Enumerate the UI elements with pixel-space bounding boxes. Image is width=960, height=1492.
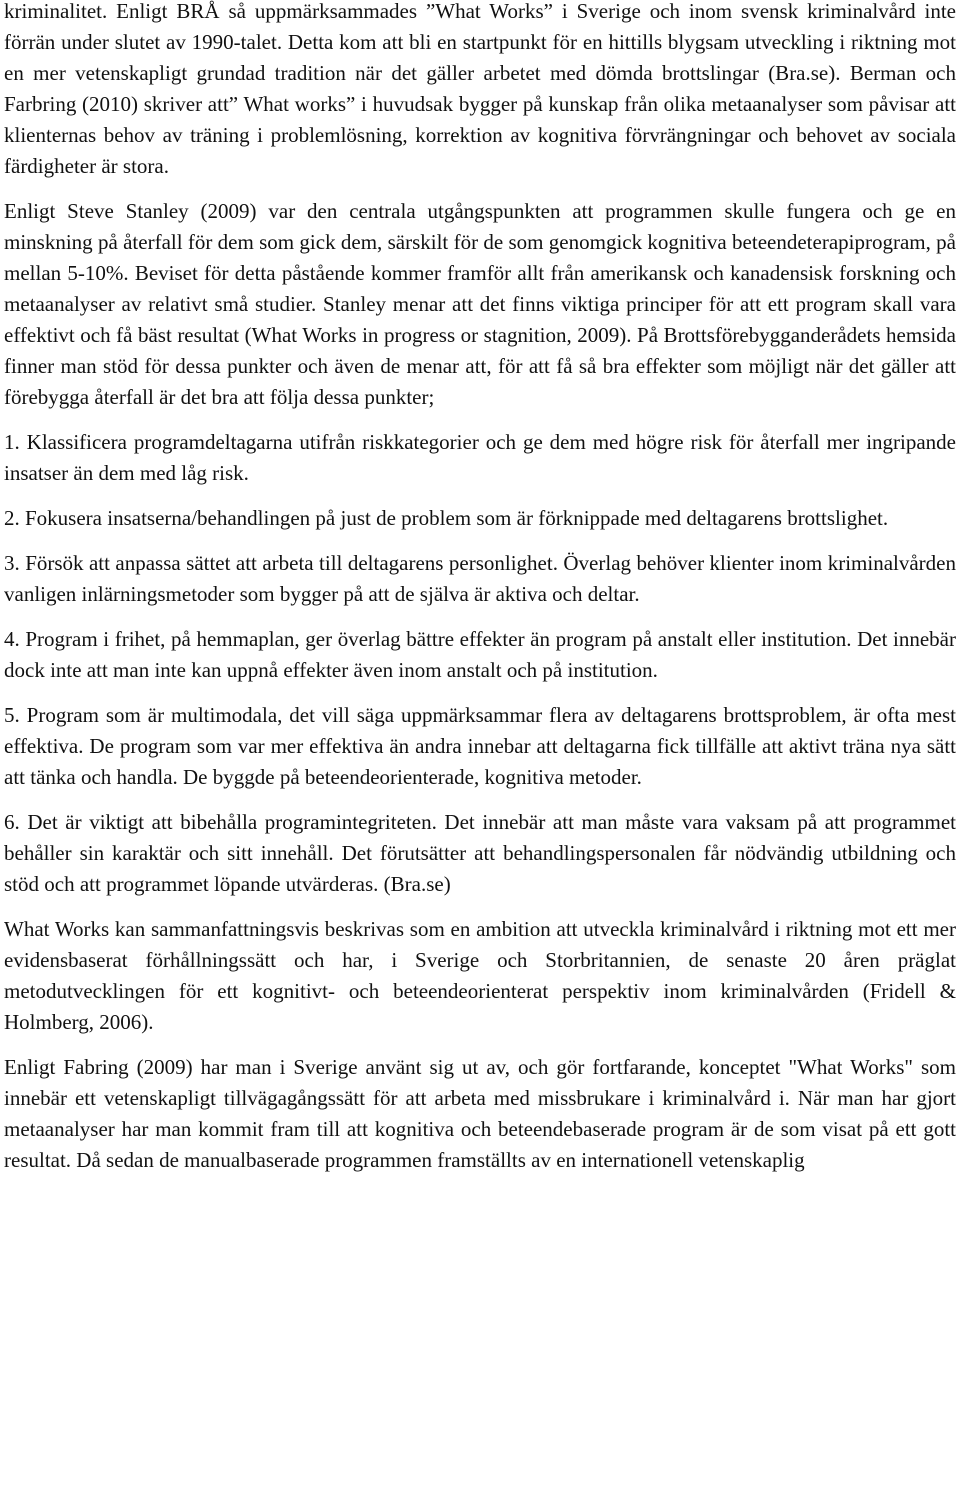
list-item-2: 2. Fokusera insatserna/behandlingen på just de problem som är förknippade med deltagarens brottslighet. — [4, 506, 889, 530]
paragraph-intro: kriminalitet. Enligt BRÅ så uppmärksammades ”What Works” i Sverige och inom svensk kriminalvård inte förrän under slutet av 1990-talet. Detta kom att bli en startpunkt för en hittills blygsam utveckling i riktning mot en mer vetenskapligt grundad tradition när det gäller arbetet med dömda brottslingar (Bra.se). Berman och Farbring (2010) skriver att” What works” i huvudsak bygger på kunskap från olika metaanalyser som påvisar att klienternas behov av träning i problemlösning, korrektion av kognitiva förvrängningar och behovet av sociala färdigheter är stora. — [4, 0, 956, 178]
paragraph-fabring: Enligt Fabring (2009) har man i Sverige använt sig ut av, och gör fortfarande, konceptet "What Works" som innebär ett vetenskapligt tillvägagångssätt för att arbeta med missbrukare i kriminalvård i. När man har gjort metaanalyser har man kommit fram till att kognitiva och beteendebaserade program är de som visat på ett gott resultat. Då sedan de manualbaserade programmen framställts av en internationell vetenskaplig — [4, 1055, 956, 1172]
list-item-3: 3. Försök att anpassa sättet att arbeta till deltagarens personlighet. Överlag behöver klienter inom kriminalvården vanligen inlärningsmetoder som bygger på att de själva är aktiva och deltar. — [4, 551, 956, 606]
list-item-1: 1. Klassificera programdeltagarna utifrån riskkategorier och ge dem med högre risk för återfall mer ingripande insatser än dem med låg risk. — [4, 430, 956, 485]
list-item-6: 6. Det är viktigt att bibehålla programintegriteten. Det innebär att man måste vara vaksam på att programmet behåller sin karaktär och sitt innehåll. Det förutsätter att behandlingspersonalen får nödvändig utbildning och stöd och att programmet löpande utvärderas. (Bra.se) — [4, 810, 956, 896]
list-item-5: 5. Program som är multimodala, det vill säga uppmärksammar flera av deltagarens brottsproblem, är ofta mest effektiva. De program som var mer effektiva än andra innebar att deltagarna fick tillfälle att aktivt träna nya sätt att tänka och handla. De byggde på beteendeorienterade, kognitiva metoder. — [4, 703, 956, 789]
list-item-4: 4. Program i frihet, på hemmaplan, ger överlag bättre effekter än program på anstalt eller institution. Det innebär dock inte att man inte kan uppnå effekter även inom anstalt och på institution. — [4, 627, 956, 682]
paragraph-stanley: Enligt Steve Stanley (2009) var den centrala utgångspunkten att programmen skulle fungera och ge en minskning på återfall för dem som gick dem, särskilt för de som genomgick kognitiva beteendeterapiprogram, på mellan 5-10%. Beviset för detta påstående kommer framför allt från amerikansk och kanadensisk forskning och metaanalyser av relativt små studier. Stanley menar att det finns viktiga principer för att ett program skall vara effektivt och få bäst resultat (What Works in progress or stagnition, 2009). På Brottsförebygganderådets hemsida finner man stöd för dessa punkter och även de menar att, för att få så bra effekter som möjligt när det gäller att förebygga återfall är det bra att följa dessa punkter; — [4, 199, 956, 409]
paragraph-summary: What Works kan sammanfattningsvis beskrivas som en ambition att utveckla kriminalvård i riktning mot ett mer evidensbaserat förhållningssätt och har, i Sverige och Storbritannien, de senaste 20 åren präglat metodutvecklingen för ett kognitivt- och beteendeorienterat perspektiv inom kriminalvården (Fridell & Holmberg, 2006). — [4, 917, 956, 1034]
